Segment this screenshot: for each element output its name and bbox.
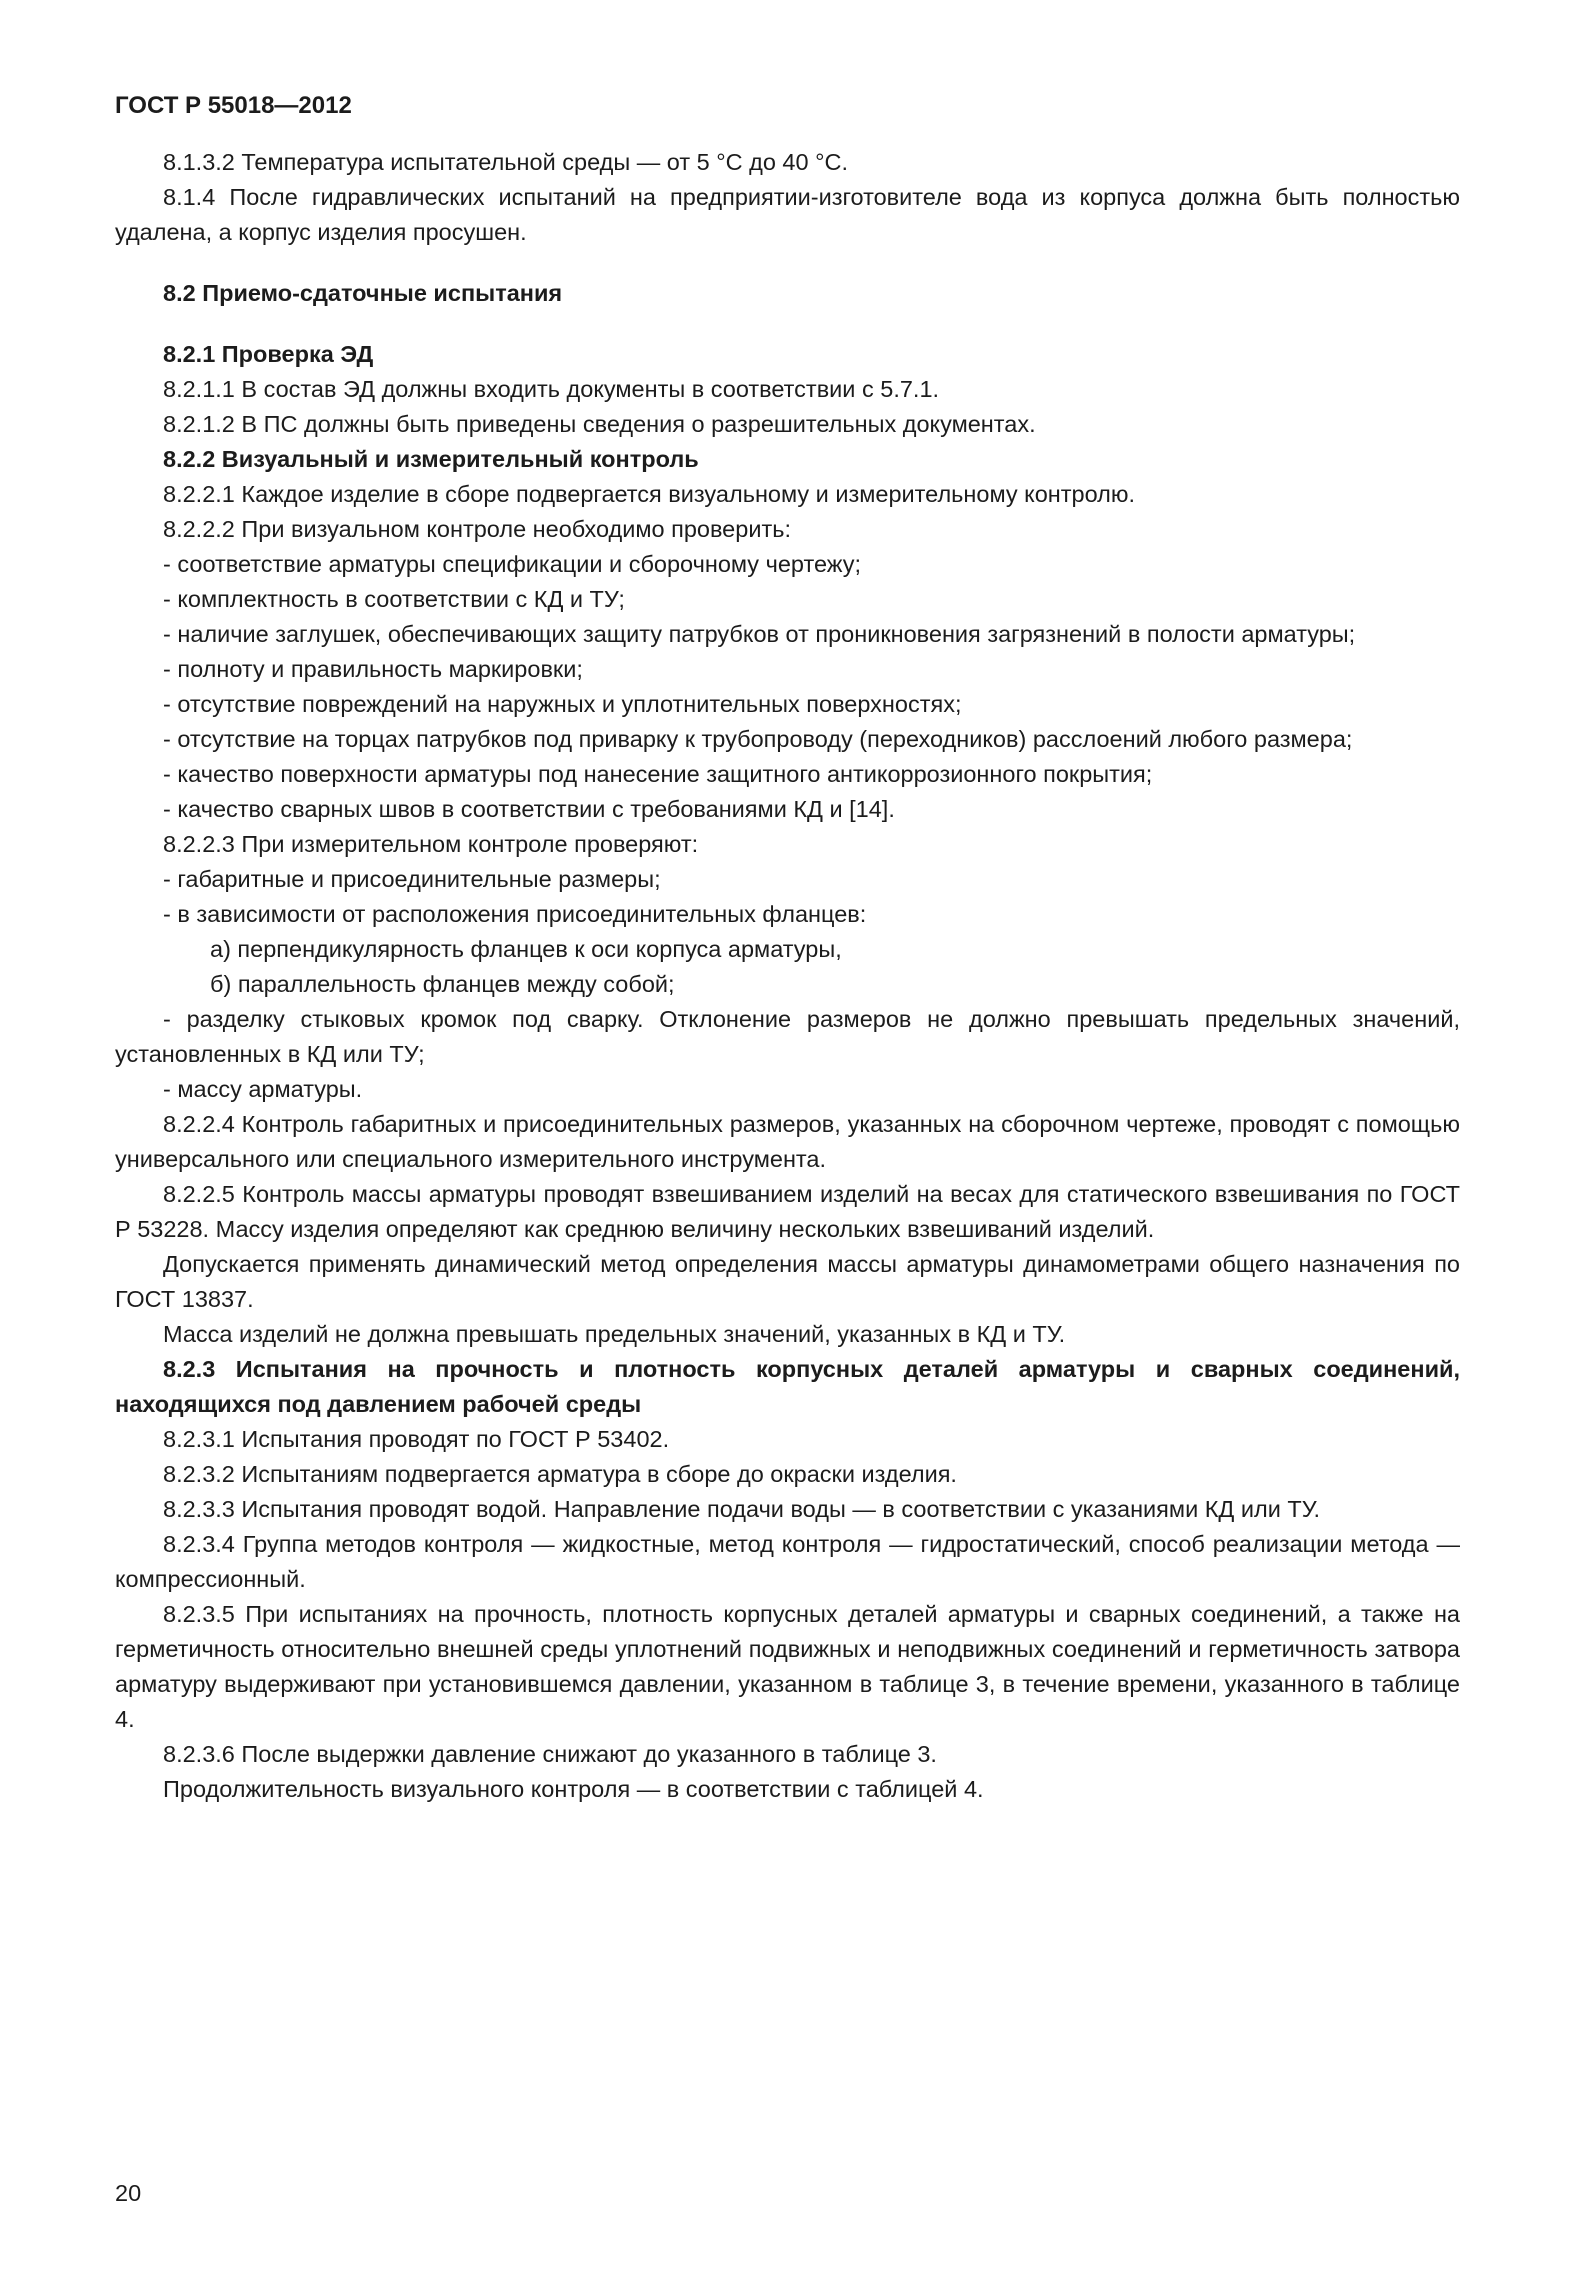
list-item: - наличие заглушек, обеспечивающих защиту патрубков от проникновения загрязнений в полости арматуры; xyxy=(163,621,1356,647)
paragraph: 8.2.1.1 В состав ЭД должны входить документы в соответствии с 5.7.1. xyxy=(163,376,940,402)
page-body xyxy=(115,145,1460,1807)
list-item: - разделку стыковых кромок под сварку. Отклонение размеров не должно превышать предельных значений, установленных в КД или ТУ; xyxy=(115,1006,1460,1067)
paragraph: 8.2.3.1 Испытания проводят по ГОСТ Р 53402. xyxy=(163,1426,670,1452)
paragraph: 8.1.4 После гидравлических испытаний на предприятии-изготовителе вода из корпуса должна быть полностью удалена, а корпус изделия просушен. xyxy=(115,184,1460,245)
paragraph: 8.1.3.2 Температура испытательной среды — от 5 °С до 40 °С. xyxy=(163,149,848,175)
paragraph: 8.2.3.3 Испытания проводят водой. Направление подачи воды — в соответствии с указаниями КД или ТУ. xyxy=(163,1496,1321,1522)
paragraph: 8.2.3.4 Группа методов контроля — жидкостные, метод контроля — гидростатический, способ реализации метода — компрессионный. xyxy=(115,1531,1460,1592)
document-title: ГОСТ Р 55018—2012 xyxy=(115,92,352,119)
paragraph: 8.2.2.4 Контроль габаритных и присоединительных размеров, указанных на сборочном чертеже, проводят с помощью универсального или специального измерительного инструмента. xyxy=(115,1111,1460,1172)
paragraph: 8.2.3.2 Испытаниям подвергается арматура в сборе до окраски изделия. xyxy=(163,1461,957,1487)
paragraph: 8.2.2.1 Каждое изделие в сборе подвергается визуальному и измерительному контролю. xyxy=(163,481,1136,507)
paragraph: 8.2.3.6 После выдержки давление снижают до указанного в таблице 3. xyxy=(163,1741,937,1767)
paragraph: Масса изделий не должна превышать предельных значений, указанных в КД и ТУ. xyxy=(163,1321,1066,1347)
section-heading: 8.2.3 Испытания на прочность и плотность корпусных деталей арматуры и сварных соединений, находящихся под давлением рабочей среды xyxy=(115,1356,1460,1417)
page-number: 20 xyxy=(115,2180,142,2206)
section-heading: 8.2 Приемо-сдаточные испытания xyxy=(163,280,563,306)
list-item: - полноту и правильность маркировки; xyxy=(163,656,583,682)
paragraph: Допускается применять динамический метод определения массы арматуры динамометрами общего назначения по ГОСТ 13837. xyxy=(115,1251,1460,1312)
paragraph: 8.2.2.2 При визуальном контроле необходимо проверить: xyxy=(163,516,791,542)
paragraph: 8.2.3.5 При испытаниях на прочность, плотность корпусных деталей арматуры и сварных соединений, а также на герметичность относительно внешней среды уплотнений подвижных и неподвижных соединений и герметичность затвора арматуру выдерживают при установившемся давлении, указанном в таблице 3, в течение времени, указанного в таблице 4. xyxy=(115,1601,1460,1732)
list-item: - отсутствие на торцах патрубков под приварку к трубопроводу (переходников) расслоений любого размера; xyxy=(163,726,1353,752)
list-item: - комплектность в соответствии с КД и ТУ; xyxy=(163,586,625,612)
paragraph: 8.2.1.2 В ПС должны быть приведены сведения о разрешительных документах. xyxy=(163,411,1036,437)
section-heading: 8.2.2 Визуальный и измерительный контроль xyxy=(163,446,699,472)
sub-list-item: а) перпендикулярность фланцев к оси корпуса арматуры, xyxy=(210,936,842,962)
page-footer xyxy=(115,2176,141,2211)
section-heading: 8.2.1 Проверка ЭД xyxy=(163,341,374,367)
list-item: - отсутствие повреждений на наружных и уплотнительных поверхностях; xyxy=(163,691,962,717)
list-item: - массу арматуры. xyxy=(163,1076,363,1102)
list-item: - качество сварных швов в соответствии с требованиями КД и [14]. xyxy=(163,796,895,822)
paragraph: 8.2.2.3 При измерительном контроле проверяют: xyxy=(163,831,699,857)
list-item: - соответствие арматуры спецификации и сборочному чертежу; xyxy=(163,551,862,577)
sub-list-item: б) параллельность фланцев между собой; xyxy=(210,971,675,997)
paragraph: 8.2.2.5 Контроль массы арматуры проводят взвешиванием изделий на весах для статического взвешивания по ГОСТ Р 53228. Массу изделия определяют как среднюю величину нескольких взвешиваний изделий. xyxy=(115,1181,1460,1242)
paragraph: Продолжительность визуального контроля — в соответствии с таблицей 4. xyxy=(163,1776,984,1802)
list-item: - в зависимости от расположения присоединительных фланцев: xyxy=(163,901,867,927)
list-item: - качество поверхности арматуры под нанесение защитного антикоррозионного покрытия; xyxy=(163,761,1153,787)
list-item: - габаритные и присоединительные размеры; xyxy=(163,866,661,892)
page-header xyxy=(115,88,1460,123)
